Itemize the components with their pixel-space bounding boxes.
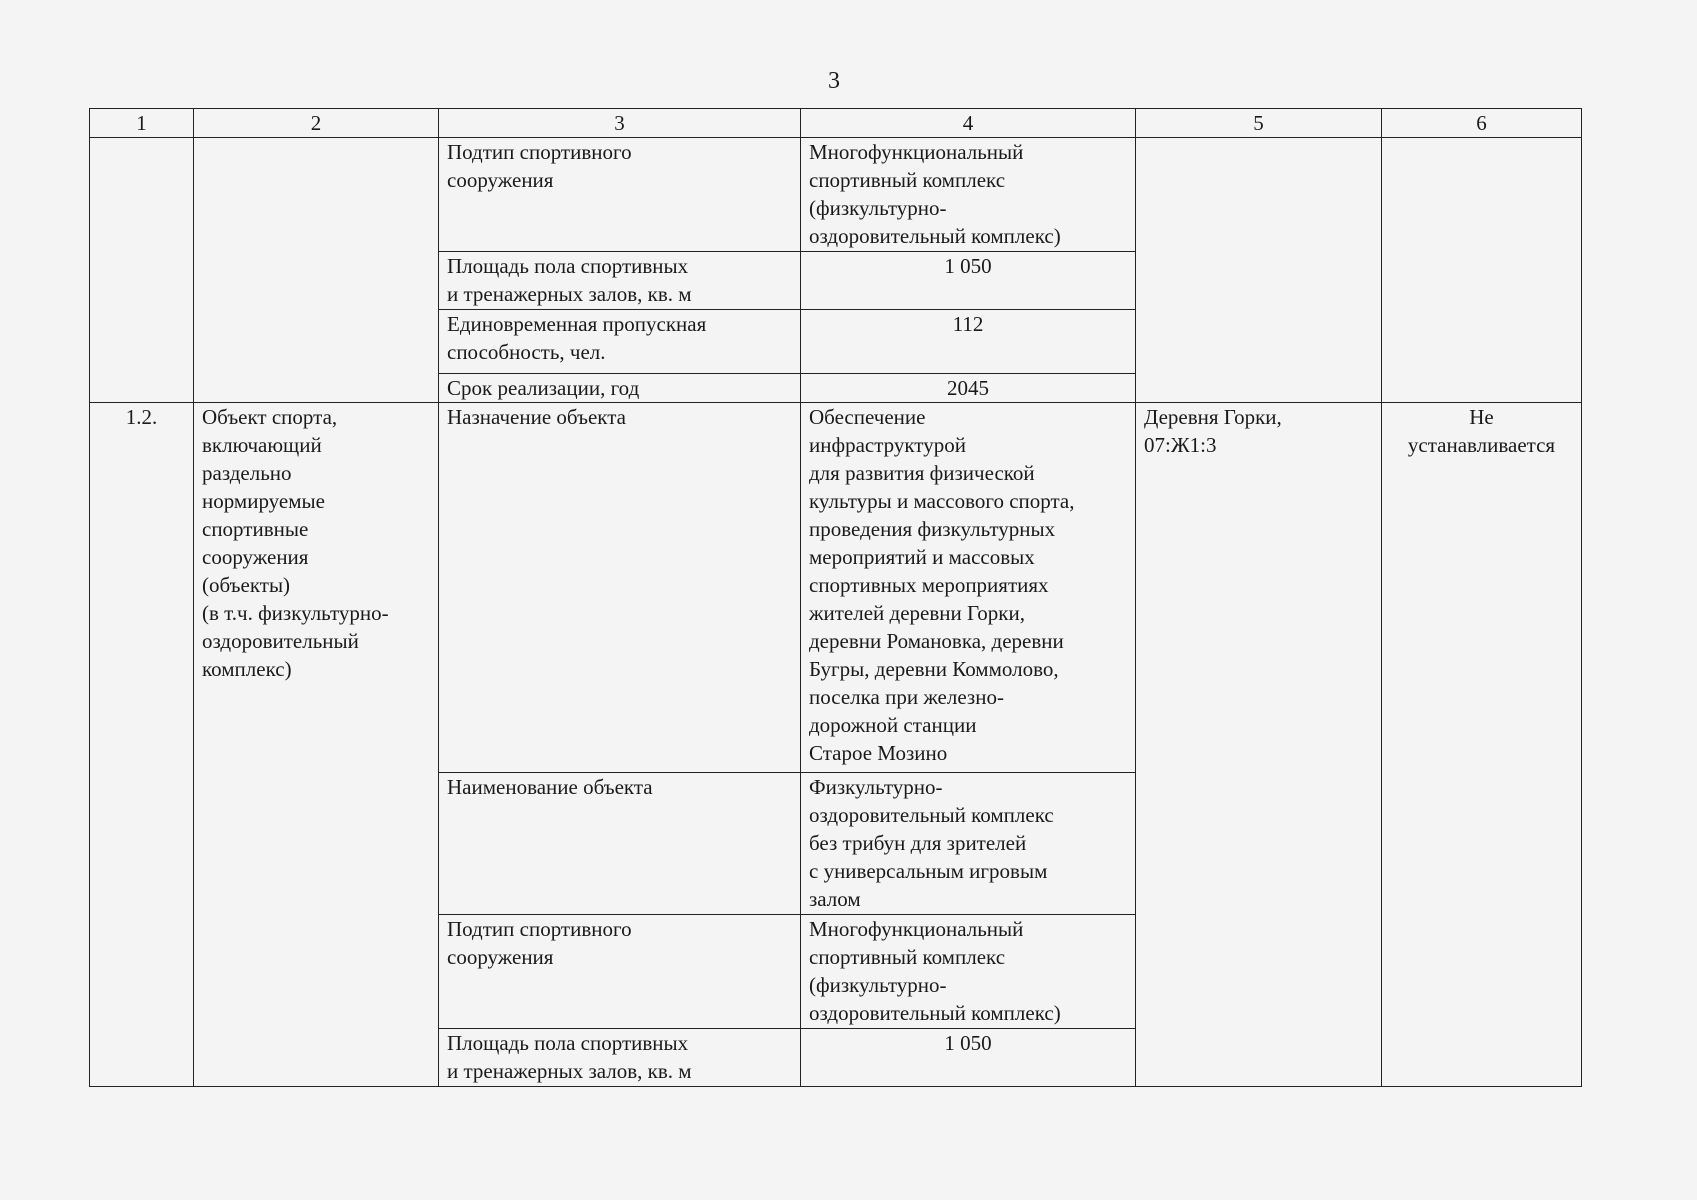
value-cell: Многофункциональный спортивный комплекс (физкультурно- оздоровительный комплекс) bbox=[801, 138, 1136, 252]
zone-cell: Не устанавливается bbox=[1382, 403, 1582, 1087]
value-cell: Многофункциональный спортивный комплекс (физкультурно- оздоровительный комплекс) bbox=[801, 915, 1136, 1029]
header-row bbox=[90, 109, 1582, 138]
header-col-5: 5 bbox=[1136, 109, 1382, 138]
param-cell: Назначение объекта bbox=[439, 403, 801, 773]
object-cell bbox=[194, 138, 439, 403]
param-cell: Площадь пола спортивных и тренажерных залов, кв. м bbox=[439, 1029, 801, 1087]
table-row bbox=[90, 138, 1582, 252]
number-cell: 1.2. bbox=[90, 403, 194, 1087]
param-cell: Подтип спортивного сооружения bbox=[439, 138, 801, 252]
header-col-6: 6 bbox=[1382, 109, 1582, 138]
value-cell: Обеспечение инфраструктурой для развития физической культуры и массового спорта, проведения физкультурных мероприятий и массовых спортивных мероприятиях жителей деревни Горки, деревни Романовка, деревни Бугры, деревни Коммолово, поселка при железно- дорожной станции Старое Мозино bbox=[801, 403, 1136, 773]
header-col-3: 3 bbox=[439, 109, 801, 138]
param-cell: Наименование объекта bbox=[439, 773, 801, 915]
table-row bbox=[90, 403, 1582, 773]
object-cell: Объект спорта, включающий раздельно нормируемые спортивные сооружения (объекты) (в т.ч. физкультурно- оздоровительный комплекс) bbox=[194, 403, 439, 1087]
value-cell: 112 bbox=[801, 310, 1136, 374]
param-cell: Единовременная пропускная способность, чел. bbox=[439, 310, 801, 374]
page-number: 3 bbox=[828, 68, 840, 94]
header-col-4: 4 bbox=[801, 109, 1136, 138]
number-cell bbox=[90, 138, 194, 403]
value-cell: 1 050 bbox=[801, 1029, 1136, 1087]
location-cell: Деревня Горки, 07:Ж1:3 bbox=[1136, 403, 1382, 1087]
param-cell: Площадь пола спортивных и тренажерных залов, кв. м bbox=[439, 252, 801, 310]
location-cell bbox=[1136, 138, 1382, 403]
value-cell: Физкультурно- оздоровительный комплекс без трибун для зрителей с универсальным игровым залом bbox=[801, 773, 1136, 915]
param-cell: Подтип спортивного сооружения bbox=[439, 915, 801, 1029]
param-cell: Срок реализации, год bbox=[439, 374, 801, 403]
header-col-2: 2 bbox=[194, 109, 439, 138]
objects-table bbox=[89, 108, 1582, 1087]
value-cell: 1 050 bbox=[801, 252, 1136, 310]
value-cell: 2045 bbox=[801, 374, 1136, 403]
header-col-1: 1 bbox=[90, 109, 194, 138]
zone-cell bbox=[1382, 138, 1582, 403]
